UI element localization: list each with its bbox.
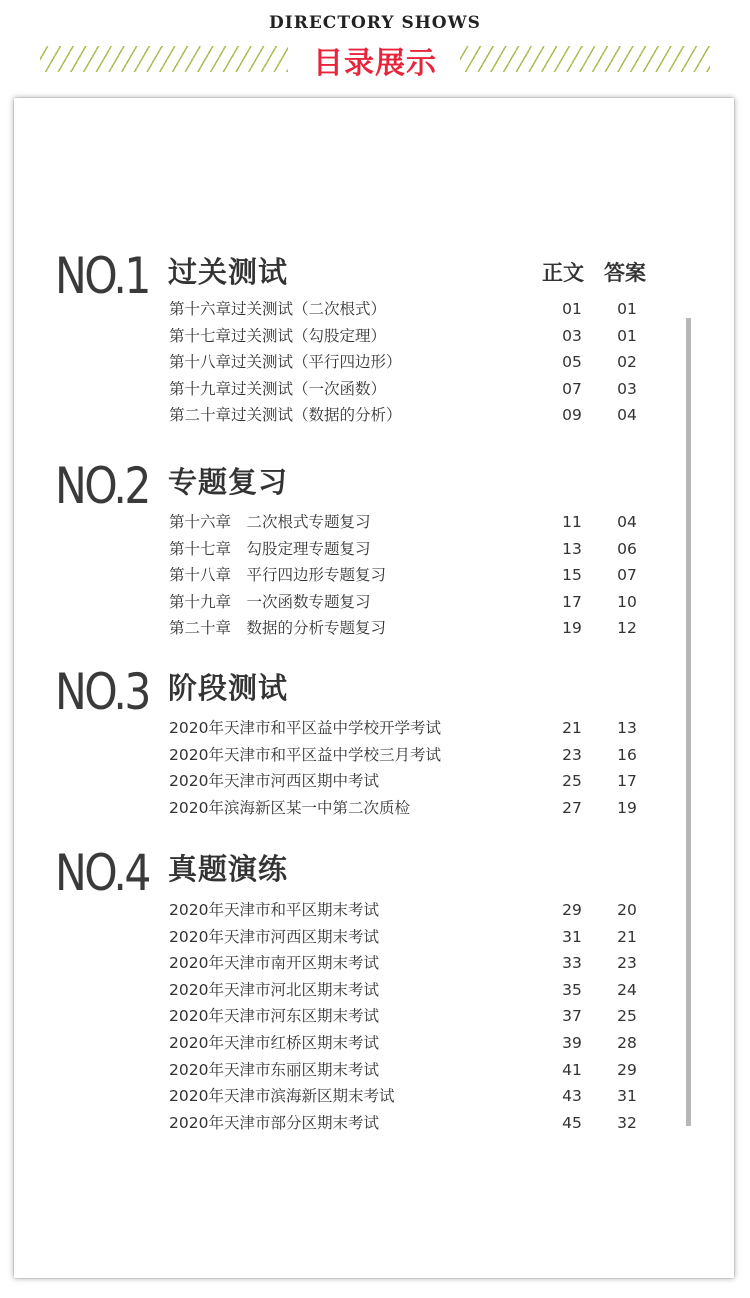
list-item[interactable]: [0, 770, 750, 797]
entry-label: 第十六章过关测试（二次根式）: [169, 300, 387, 318]
entry-answer-page: 21: [617, 927, 637, 946]
section-number: NO.2: [55, 457, 149, 515]
section-3-entries: [0, 717, 750, 823]
entry-label: 2020年天津市河东区期末考试: [169, 1007, 379, 1026]
list-item[interactable]: [0, 617, 750, 644]
entry-page: 03: [562, 326, 582, 345]
section-title: 过关测试: [168, 255, 289, 289]
list-item[interactable]: [0, 979, 750, 1006]
entry-label: 第十七章 勾股定理专题复习: [169, 539, 371, 558]
chinese-title: 目录展示: [313, 46, 437, 81]
entry-answer-page: 31: [617, 1087, 637, 1106]
entry-answer-page: 29: [617, 1060, 637, 1079]
entry-label: 2020年天津市河北区期末考试: [169, 980, 379, 999]
entry-page: 19: [562, 619, 582, 638]
entry-label: 第二十章 数据的分析专题复习: [169, 619, 387, 638]
entry-answer-page: 04: [617, 406, 637, 425]
entry-label: 2020年天津市部分区期末考试: [169, 1113, 379, 1132]
entry-answer-page: 12: [617, 619, 637, 638]
entry-page: 01: [562, 300, 582, 318]
entry-page: 09: [562, 406, 582, 425]
entry-page: 05: [562, 353, 582, 372]
column-header-answer: 答案: [604, 261, 646, 285]
entry-label: 第十七章过关测试（勾股定理）: [169, 326, 387, 345]
entry-answer-page: 32: [617, 1113, 637, 1132]
entry-page: 13: [562, 539, 582, 558]
entry-answer-page: 20: [617, 901, 637, 919]
entry-answer-page: 07: [617, 566, 637, 585]
entry-label: 2020年天津市和平区益中学校开学考试: [169, 719, 441, 737]
entry-label: 第十六章 二次根式专题复习: [169, 513, 371, 531]
entry-page: 43: [562, 1087, 582, 1106]
entry-page: 39: [562, 1033, 582, 1052]
entry-answer-page: 02: [617, 353, 637, 372]
list-item[interactable]: [0, 351, 750, 378]
list-item[interactable]: [0, 1005, 750, 1032]
list-item[interactable]: [0, 378, 750, 405]
list-item[interactable]: [0, 797, 750, 824]
entry-answer-page: 24: [617, 980, 637, 999]
section-4-entries: [0, 899, 750, 1138]
entry-answer-page: 03: [617, 379, 637, 398]
entry-answer-page: 10: [617, 592, 637, 611]
section-number: NO.3: [55, 663, 149, 721]
entry-label: 2020年天津市河西区期末考试: [169, 927, 379, 946]
entry-label: 2020年天津市和平区期末考试: [169, 901, 379, 919]
list-item[interactable]: [0, 926, 750, 953]
right-hatch-decoration: [460, 46, 710, 72]
entry-page: 23: [562, 745, 582, 764]
entry-page: 25: [562, 772, 582, 791]
entry-label: 第十九章 一次函数专题复习: [169, 592, 371, 611]
entry-answer-page: 01: [617, 300, 637, 318]
entry-page: 15: [562, 566, 582, 585]
section-1-entries: [0, 298, 750, 431]
entry-answer-page: 23: [617, 954, 637, 973]
entry-answer-page: 28: [617, 1033, 637, 1052]
list-item[interactable]: [0, 591, 750, 618]
entry-label: 第十九章过关测试（一次函数）: [169, 379, 387, 398]
section-number: NO.4: [55, 844, 149, 902]
section-2-entries: [0, 511, 750, 644]
section-title: 真题演练: [168, 852, 289, 886]
entry-page: 31: [562, 927, 582, 946]
list-item[interactable]: [0, 325, 750, 352]
entry-page: 27: [562, 798, 582, 817]
list-item[interactable]: [0, 1059, 750, 1086]
entry-label: 2020年天津市滨海新区期末考试: [169, 1087, 395, 1106]
entry-label: 第十八章 平行四边形专题复习: [169, 566, 387, 585]
entry-label: 2020年天津市东丽区期末考试: [169, 1060, 379, 1079]
list-item[interactable]: [0, 1085, 750, 1112]
entry-answer-page: 19: [617, 798, 637, 817]
entry-label: 第十八章过关测试（平行四边形）: [169, 353, 402, 372]
english-title: DIRECTORY SHOWS: [269, 13, 481, 33]
entry-label: 2020年天津市和平区益中学校三月考试: [169, 745, 441, 764]
entry-page: 17: [562, 592, 582, 611]
entry-answer-page: 17: [617, 772, 637, 791]
section-title: 阶段测试: [168, 671, 289, 705]
entry-answer-page: 04: [617, 513, 637, 531]
list-item[interactable]: [0, 298, 750, 325]
page-header: [0, 0, 750, 90]
list-item[interactable]: [0, 564, 750, 591]
list-item[interactable]: [0, 1112, 750, 1139]
entry-answer-page: 01: [617, 326, 637, 345]
entry-answer-page: 06: [617, 539, 637, 558]
entry-answer-page: 25: [617, 1007, 637, 1026]
entry-label: 2020年天津市南开区期末考试: [169, 954, 379, 973]
column-header-main-text: 正文: [542, 261, 584, 285]
entry-label: 2020年天津市河西区期中考试: [169, 772, 379, 791]
entry-page: 33: [562, 954, 582, 973]
list-item[interactable]: [0, 511, 750, 538]
section-title: 专题复习: [168, 465, 289, 499]
entry-page: 35: [562, 980, 582, 999]
entry-answer-page: 13: [617, 719, 637, 737]
entry-page: 07: [562, 379, 582, 398]
list-item[interactable]: [0, 1032, 750, 1059]
entry-page: 29: [562, 901, 582, 919]
entry-page: 11: [562, 513, 582, 531]
list-item[interactable]: [0, 717, 750, 744]
section-number: NO.1: [55, 247, 149, 305]
entry-page: 21: [562, 719, 582, 737]
entry-label: 第二十章过关测试（数据的分析）: [169, 406, 402, 425]
list-item[interactable]: [0, 952, 750, 979]
entry-page: 41: [562, 1060, 582, 1079]
entry-label: 2020年天津市红桥区期末考试: [169, 1033, 379, 1052]
list-item[interactable]: [0, 899, 750, 926]
entry-answer-page: 16: [617, 745, 637, 764]
entry-label: 2020年滨海新区某一中第二次质检: [169, 798, 410, 817]
entry-page: 45: [562, 1113, 582, 1132]
list-item[interactable]: [0, 744, 750, 771]
entry-page: 37: [562, 1007, 582, 1026]
list-item[interactable]: [0, 538, 750, 565]
list-item[interactable]: [0, 404, 750, 431]
